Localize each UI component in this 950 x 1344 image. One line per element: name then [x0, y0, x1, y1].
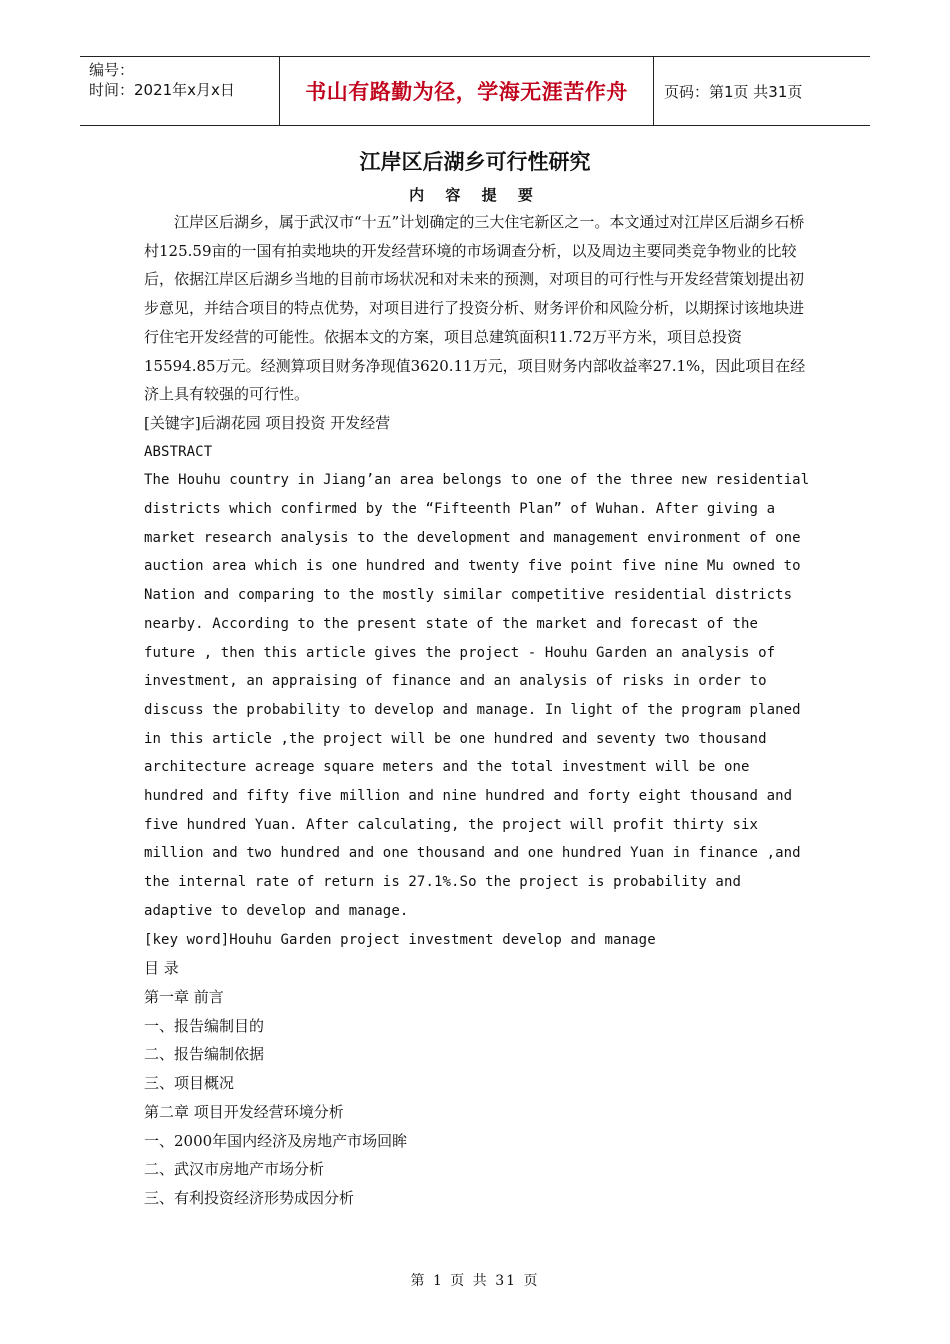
abstract-en-heading: ABSTRACT: [144, 443, 213, 460]
toc-item: 三、有利投资经济形势成因分析: [144, 1188, 355, 1207]
keywords-cn: [关键字]后湖花园 项目投资 开发经营: [144, 413, 391, 432]
keywords-en: [key word]Houhu Garden project investment develop and manage: [144, 931, 656, 948]
document-body: [144, 208, 812, 1213]
page-footer: 第 1 页 共 31 页: [410, 1273, 540, 1289]
abstract-heading: 内 容 提 要: [409, 186, 541, 204]
header-motto: 书山有路勤为径，学海无涯苦作舟: [280, 57, 654, 125]
document-title: 江岸区后湖乡可行性研究: [359, 150, 591, 174]
toc-item: 二、武汉市房地产市场分析: [144, 1160, 325, 1179]
page-header: [80, 56, 870, 126]
abstract-en-paragraph: The Houhu country in Jiang’an area belongs to one of the three new residential districts which confirmed by the “Fifteenth Plan” of Wuhan. After giving a market research analysis to the development and management environment of one auction area which is one hundred and twenty five point five nine Mu owned to Nation and comparing to the mostly similar competitive residential districts nearby. According to the present state of the market and forecast of the future , then this article gives the project - Houhu Garden an analysis of investment, an appraising of finance and an analysis of risks in order to discuss the probability to develop and manage. In light of the program planed in this article ,the project will be one hundred and seventy two thousand architecture acreage square meters and the total investment will be one hundred and fifty five million and nine hundred and forty eight thousand and five hundred Yuan. After calculating, the project will profit thirty six million and two hundred and one thousand and one hundred Yuan in finance ,and the internal rate of return is 27.1%.So the project is probability and adaptive to develop and manage.: [144, 472, 810, 919]
toc-item: 第二章 项目开发经营环境分析: [144, 1102, 344, 1121]
toc-heading: 目 录: [144, 959, 179, 978]
abstract-cn-paragraph: 江岸区后湖乡，属于武汉市“十五”计划确定的三大住宅新区之一。本文通过对江岸区后湖乡石桥村125.59亩的一国有拍卖地块的开发经营环境的市场调查分析，以及周边主要同类竞争物业的比较后，依据江岸区后湖乡当地的目前市场状况和对未来的预测，对项目的可行性与开发经营策划提出初步意见，并结合项目的特点优势，对项目进行了投资分析、财务评价和风险分析，以期探讨该地块进行住宅开发经营的可能性。依据本文的方案，项目总建筑面积11.72万平方米，项目总投资15594.85万元。经测算项目财务净现值3620.11万元，项目财务内部收益率27.1%，因此项目在经济上具有较强的可行性。: [144, 213, 806, 404]
toc-item: 第一章 前言: [144, 987, 224, 1006]
toc-item: 二、报告编制依据: [144, 1045, 265, 1064]
header-meta: [80, 57, 280, 125]
table-of-contents: [144, 983, 812, 1213]
document-number-label: 编号：: [89, 61, 135, 79]
toc-item: 一、报告编制目的: [144, 1016, 265, 1035]
toc-item: 一、2000年国内经济及房地产市场回眸: [144, 1131, 408, 1150]
toc-item: 三、项目概况: [144, 1074, 235, 1093]
document-time-label: 时间：2021年x月x日: [89, 81, 235, 99]
header-page-info: 页码：第1页 共31页: [664, 82, 803, 101]
